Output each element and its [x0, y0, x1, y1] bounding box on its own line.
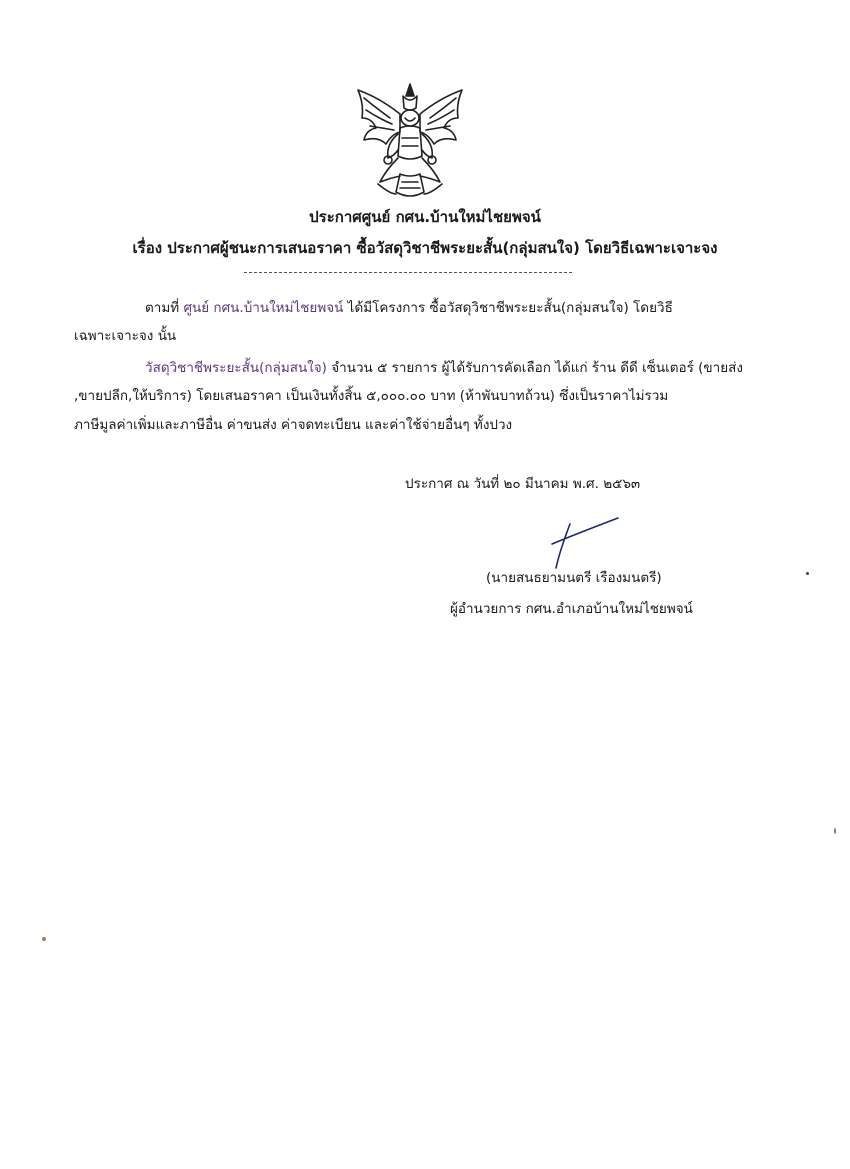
scan-speck	[42, 937, 46, 941]
p1-rest: ได้มีโครงการ ซื้อวัสดุวิชาชีพระยะสั้น(กลุ่มสนใจ) โดยวิธี	[343, 300, 673, 316]
scan-speck	[834, 828, 836, 834]
paragraph-2-line-1	[145, 356, 743, 380]
garuda-emblem-icon	[350, 78, 470, 204]
p1-center-name: ศูนย์ กศน.บ้านใหม่ไชยพจน์	[183, 300, 344, 316]
paragraph-2-line-2: ,ขายปลีก,ให้บริการ) โดยเสนอราคา เป็นเงินทั้งสิ้น ๕,๐๐๐.๐๐ บาท (ห้าพันบาทถ้วน) ซึ่งเป็นราคาไม่รวม	[74, 388, 669, 404]
paragraph-2-line-3: ภาษีมูลค่าเพิ่มและภาษีอื่น ค่าขนส่ง ค่าจดทะเบียน และค่าใช้จ่ายอื่นๆ ทั้งปวง	[74, 417, 513, 433]
p2-rest: จำนวน ๕ รายการ ผู้ได้รับการคัดเลือก ได้แก่ ร้าน ดีดี เซ็นเตอร์ (ขายส่ง	[326, 360, 743, 376]
signer-title: ผู้อำนวยการ กศน.อำเภอบ้านใหม่ไชยพจน์	[450, 601, 693, 617]
scan-speck	[806, 572, 809, 575]
p1-prefix: ตามที่	[145, 300, 184, 316]
p2-item-name: วัสดุวิชาชีพระยะสั้น(กลุ่มสนใจ)	[145, 360, 327, 376]
announcement-title: ประกาศศูนย์ กศน.บ้านใหม่ไชยพจน์	[309, 208, 541, 226]
paragraph-1-line-2: เฉพาะเจาะจง นั้น	[74, 328, 177, 344]
announcement-subject: เรื่อง ประกาศผู้ชนะการเสนอราคา ซื้อวัสดุวิชาชีพระยะสั้น(กลุ่มสนใจ) โดยวิธีเฉพาะเจาะจง	[132, 239, 718, 257]
handwritten-signature	[546, 510, 626, 570]
divider	[244, 272, 572, 273]
paragraph-1-line-1	[145, 296, 673, 320]
signer-name: (นายสนธยามนตรี เรืองมนตรี)	[486, 570, 662, 586]
announcement-date: ประกาศ ณ วันที่ ๒๐ มีนาคม พ.ศ. ๒๕๖๓	[405, 476, 641, 492]
